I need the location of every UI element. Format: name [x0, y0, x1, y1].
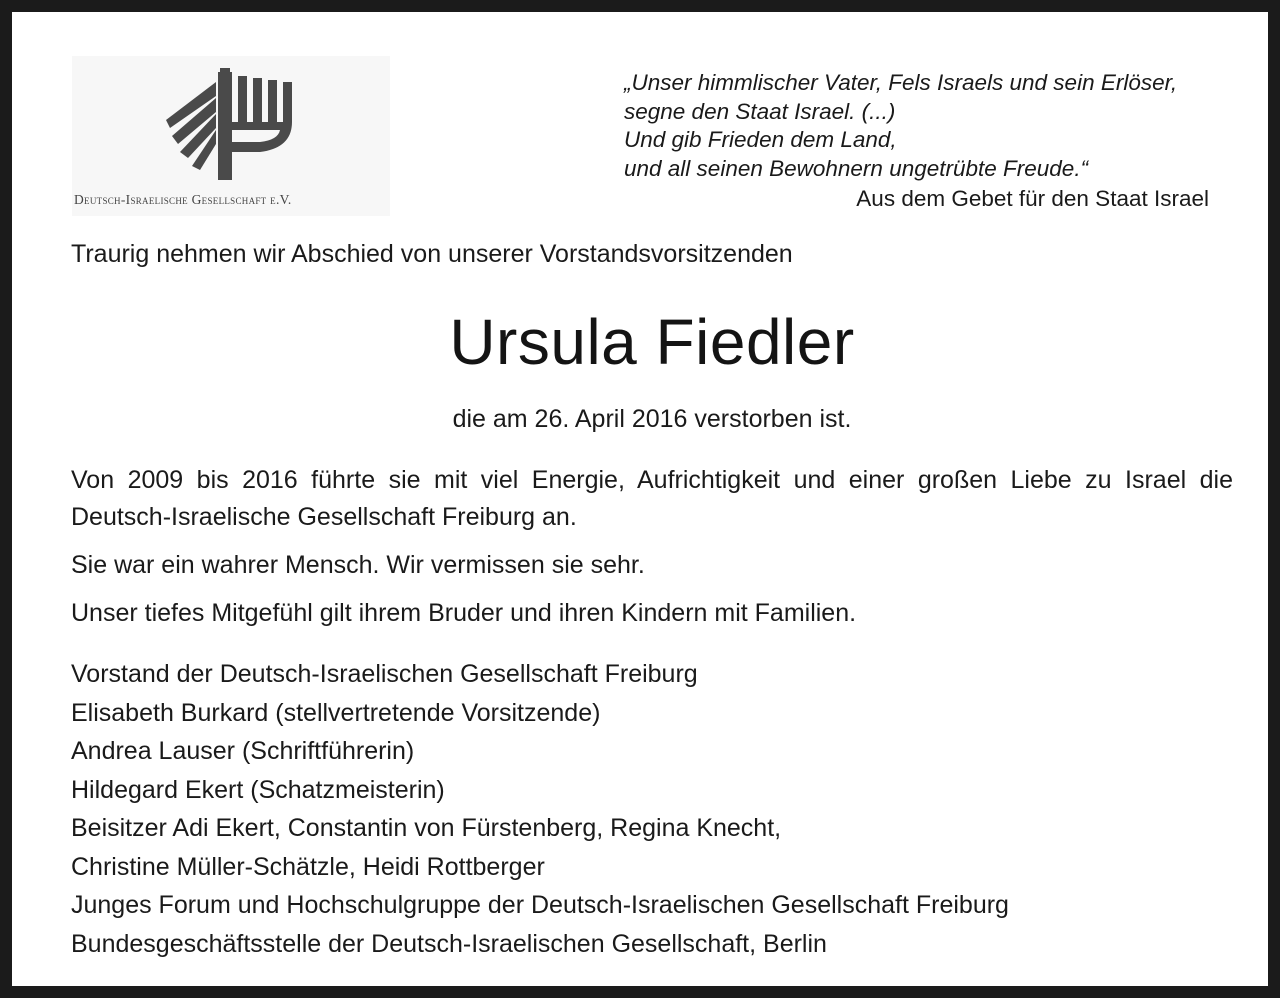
signer-line: Junges Forum und Hochschulgruppe der Deutsch-Israelischen Gesellschaft Freiburg	[71, 891, 1009, 919]
tribute-paragraph: Sie war ein wahrer Mensch. Wir vermissen sie sehr.	[71, 551, 645, 579]
organization-logo	[72, 56, 390, 216]
quote-source: Aus dem Gebet für den Staat Israel	[856, 186, 1209, 211]
death-date-note: die am 26. April 2016 verstorben ist.	[452, 405, 852, 433]
signer-line: Christine Müller-Schätzle, Heidi Rottberger	[71, 852, 545, 881]
tribute-paragraph: Von 2009 bis 2016 führte sie mit viel Energie, Aufrichtigkeit und einer großen Liebe zu Israel die Deutsch-Israelische Gesellschaft Freiburg an.	[71, 466, 1233, 531]
signers-list	[71, 655, 1009, 963]
signer-line: Hildegard Ekert (Schatzmeisterin)	[71, 775, 445, 804]
signer-line: Andrea Lauser (Schriftführerin)	[71, 737, 415, 765]
quote-line: segne den Staat Israel. (...)	[624, 98, 896, 124]
quote-line: und all seinen Bewohnern ungetrübte Freude.“	[624, 155, 1089, 181]
quote-line: Und gib Frieden dem Land,	[624, 127, 897, 152]
intro-text: Traurig nehmen wir Abschied von unserer Vorstandsvorsitzenden	[71, 240, 793, 268]
deceased-name: Ursula Fiedler	[449, 306, 855, 378]
prayer-quote	[624, 69, 1177, 183]
logo-caption: Deutsch-Israelische Gesellschaft e.V.	[74, 192, 292, 207]
signer-line: Beisitzer Adi Ekert, Constantin von Fürstenberg, Regina Knecht,	[71, 814, 782, 842]
menorah-wings-icon	[160, 62, 310, 192]
signer-line: Bundesgeschäftsstelle der Deutsch-Israelischen Gesellschaft, Berlin	[71, 929, 827, 958]
condolence-paragraph: Unser tiefes Mitgefühl gilt ihrem Bruder und ihren Kindern mit Familien.	[71, 599, 857, 627]
quote-line: „Unser himmlischer Vater, Fels Israels und sein Erlöser,	[624, 70, 1178, 95]
signer-line: Vorstand der Deutsch-Israelischen Gesellschaft Freiburg	[71, 660, 698, 688]
signer-line: Elisabeth Burkard (stellvertretende Vorsitzende)	[71, 698, 601, 727]
